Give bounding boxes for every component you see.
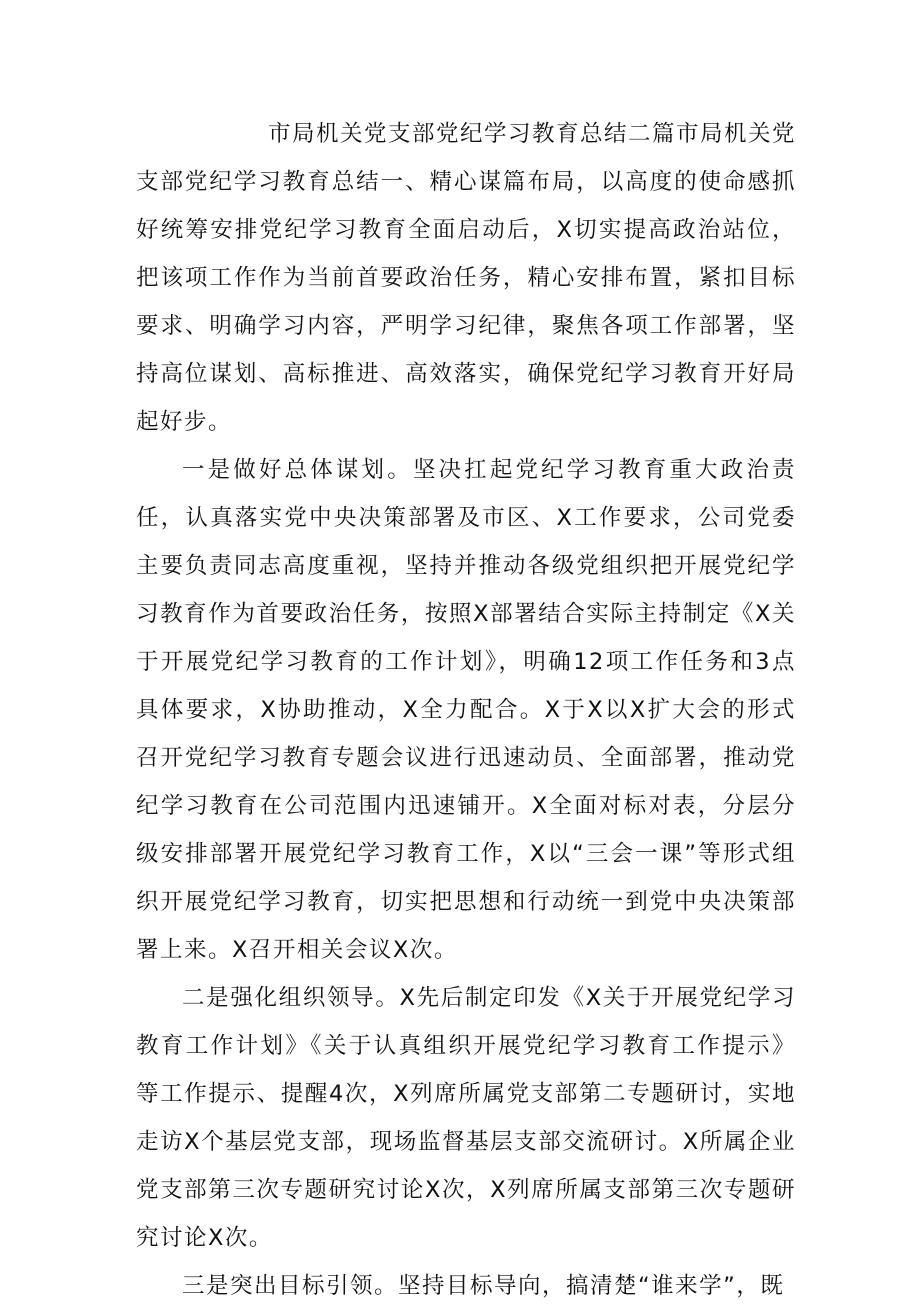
paragraph-organizational-leadership: 二是强化组织领导。X先后制定印发《X关于开展党纪学习教育工作计划》《关于认真组织开展党纪学习教育工作提示》等工作提示、提醒4次，X列席所属党支部第二专题研讨，实地走访X个基层党支部，现场监督基层支部交流研讨。X所属企业党支部第三次专题研究讨论X次，X列席所属支部第三次专题研究讨论X次。 (136, 985, 796, 1251)
paragraph-goal-guidance: 三是突出目标引领。坚持目标导向，搞清楚“谁来学”，既 (182, 1273, 785, 1299)
paragraph-overall-planning: 一是做好总体谋划。坚决扛起党纪学习教育重大政治责任，认真落实党中央决策部署及市区、X工作要求，公司党委主要负责同志高度重视，坚持并推动各级党组织把开展党纪学习教育作为首要政治任务，按照X部署结合实际主持制定《X关于开展党纪学习教育的工作计划》，明确12项工作任务和3点具体要求，X协助推动，X全力配合。X于X以X扩大会的形式召开党纪学习教育专题会议进行迅速动员、全面部署，推动党纪学习教育在公司范围内迅速铺开。X全面对标对表，分层分级安排部署开展党纪学习教育工作，X以“三会一课”等形式组织开展党纪学习教育，切实把思想和行动统一到党中央决策部署上来。X召开相关会议X次。 (136, 457, 796, 963)
paragraph-intro: 市局机关党支部党纪学习教育总结二篇市局机关党支部党纪学习教育总结一、精心谋篇布局，以高度的使命感抓好统筹安排党纪学习教育全面启动后，X切实提高政治站位，把该项工作作为当前首要政治任务，精心安排布置，紧扣目标要求、明确学习内容，严明学习纪律，聚焦各项工作部署，坚持高位谋划、高标推进、高效落实，确保党纪学习教育开好局起好步。 (136, 121, 797, 435)
document-body (136, 110, 796, 1310)
